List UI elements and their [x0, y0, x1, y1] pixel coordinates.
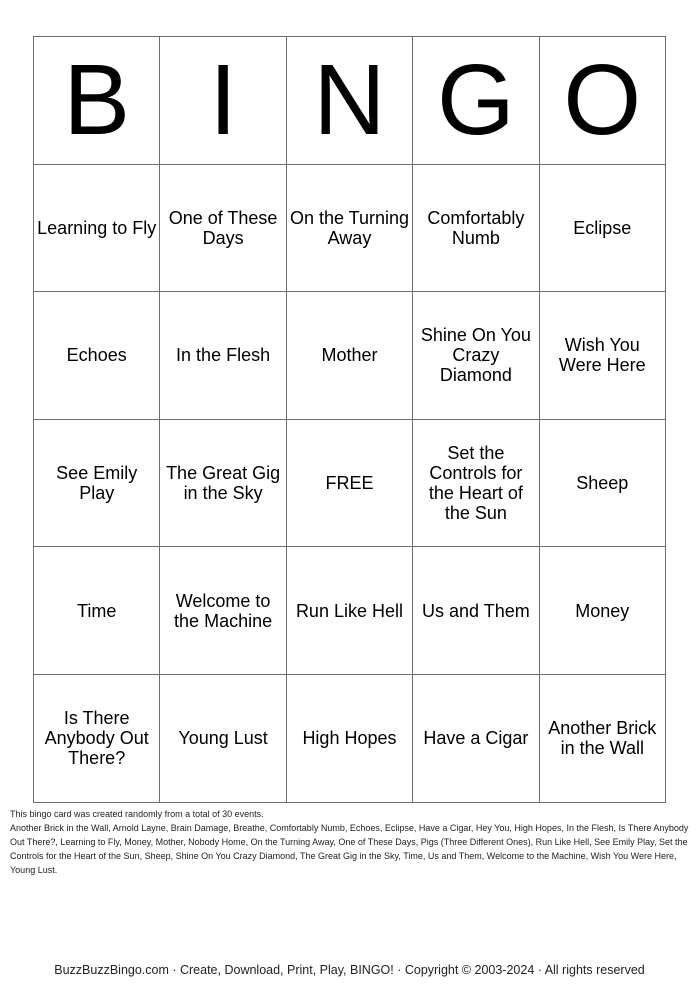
card-cell: One of These Days: [160, 164, 286, 292]
bingo-card: [33, 36, 666, 803]
card-cell: Comfortably Numb: [413, 164, 539, 292]
card-cell: Mother: [286, 292, 412, 420]
card-row: [34, 164, 666, 292]
card-cell: Is There Anybody Out There?: [34, 674, 160, 802]
card-cell: Time: [34, 547, 160, 675]
card-cell: Shine On You Crazy Diamond: [413, 292, 539, 420]
header-letter-o: O: [539, 37, 665, 165]
card-cell: Us and Them: [413, 547, 539, 675]
card-cell: Another Brick in the Wall: [539, 674, 665, 802]
card-cell: In the Flesh: [160, 292, 286, 420]
card-info: [10, 807, 690, 877]
free-space-cell: FREE: [286, 419, 412, 547]
card-row: [34, 292, 666, 420]
card-cell: Set the Controls for the Heart of the Sun: [413, 419, 539, 547]
card-cell: The Great Gig in the Sky: [160, 419, 286, 547]
card-cell: Learning to Fly: [34, 164, 160, 292]
card-cell: Wish You Were Here: [539, 292, 665, 420]
card-cell: Young Lust: [160, 674, 286, 802]
card-row: [34, 419, 666, 547]
header-letter-g: G: [413, 37, 539, 165]
card-row: [34, 547, 666, 675]
card-cell: Sheep: [539, 419, 665, 547]
event-list: Another Brick in the Wall, Arnold Layne, Brain Damage, Breathe, Comfortably Numb, Echoes, Eclipse, Have a Cigar, Hey You, High Hopes, In the Flesh, Is There Anybody Out There?, Learning to Fly, Money, Mother, Nobody Home, On the Turning Away, One of These Days, Pigs (Three Different Ones), Run Like Hell, See Emily Play, Set the Controls for the Heart of the Sun, Sheep, Shine On You Crazy Diamond, The Great Gig in the Sky, Time, Us and Them, Welcome to the Machine, Wish You Were Here, Young Lust.: [10, 823, 689, 875]
card-row: [34, 674, 666, 802]
card-cell: Money: [539, 547, 665, 675]
card-cell: Eclipse: [539, 164, 665, 292]
card-cell: Run Like Hell: [286, 547, 412, 675]
card-cell: See Emily Play: [34, 419, 160, 547]
footer: BuzzBuzzBingo.com · Create, Download, Print, Play, BINGO! · Copyright © 2003-2024 · All rights reserved: [54, 963, 645, 977]
card-cell: On the Turning Away: [286, 164, 412, 292]
header-letter-n: N: [286, 37, 412, 165]
header-row: [34, 37, 666, 165]
card-cell: Welcome to the Machine: [160, 547, 286, 675]
header-letter-i: I: [160, 37, 286, 165]
card-cell: Echoes: [34, 292, 160, 420]
card-cell: High Hopes: [286, 674, 412, 802]
header-letter-b: B: [34, 37, 160, 165]
card-cell: Have a Cigar: [413, 674, 539, 802]
card-summary: This bingo card was created randomly from a total of 30 events.: [10, 809, 264, 819]
